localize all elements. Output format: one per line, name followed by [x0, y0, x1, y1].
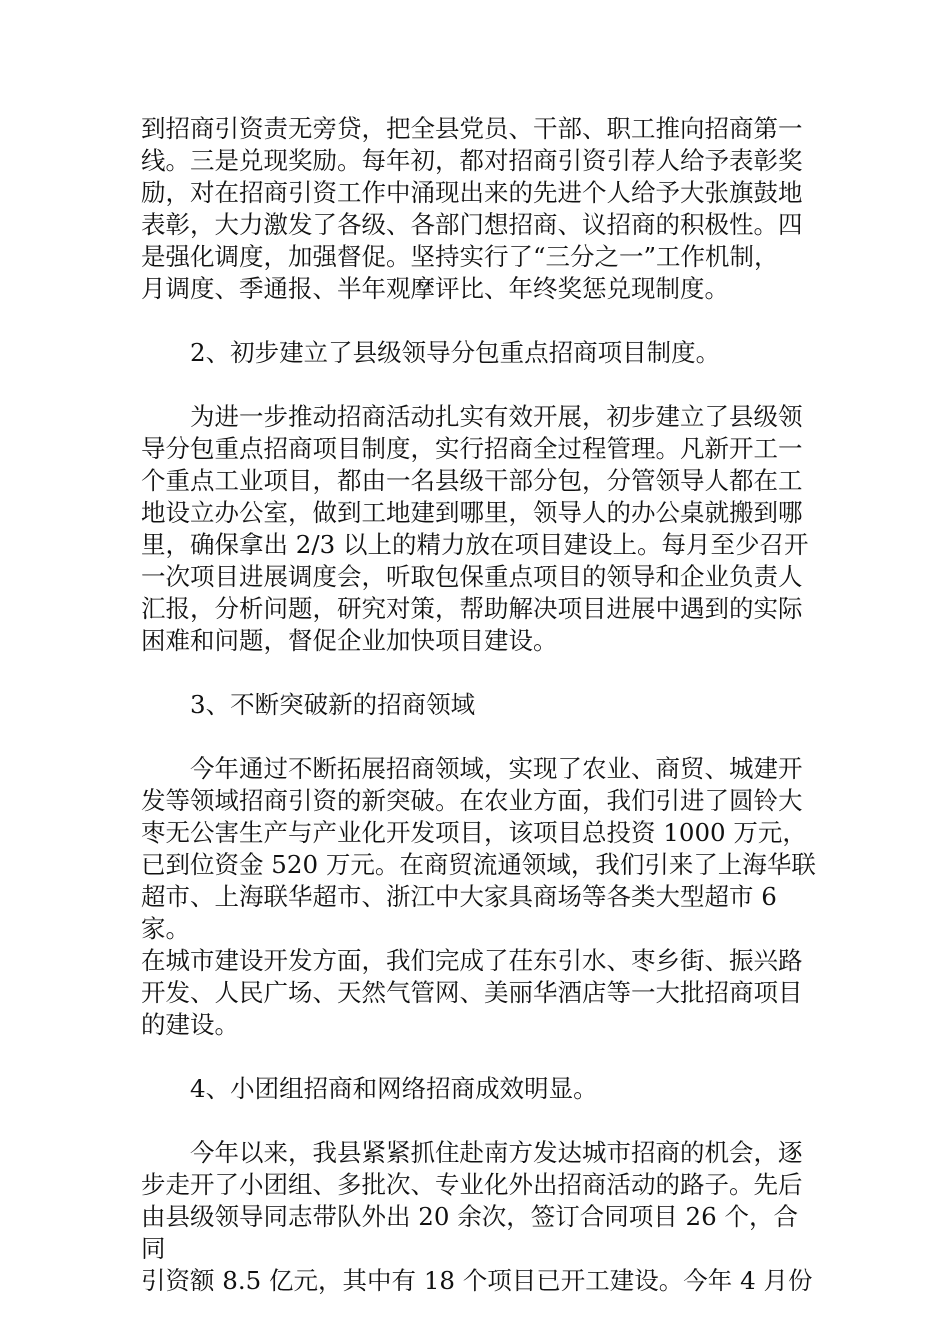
document-page [141, 113, 821, 1329]
section-heading-2: 2、初步建立了县级领导分包重点招商项目制度。 [190, 338, 721, 367]
paragraph-leader-contract: 为进一步推动招商活动扎实有效开展，初步建立了县级领 导分包重点招商项目制度，实行招商全过程管理。凡新开工一 个重点工业项目，都由一名县级干部分包，分管领导人都在工 地设立办公室，做到工地建到哪里，领导人的办公桌就搬到哪 里，确保拿出 2/3 以上的精力放在项目建设上。每月至少召开 一次项目进展调度会，听取包保重点项目的领导和企业负责人 汇报，分析问题，研究对策，帮助解决项目进展中遇到的实际 困难和问题，督促企业加快项目建设。 [141, 402, 809, 655]
paragraph-new-fields: 今年通过不断拓展招商领域，实现了农业、商贸、城建开 发等领域招商引资的新突破。在农业方面，我们引进了圆铃大 枣无公害生产与产业化开发项目，该项目总投资 1000 万元， 已到位资金 520 万元。在商贸流通领域，我们引来了上海华联 超市、上海联华超市、浙江中大家具商场等各类大型超市 6 家。 在城市建设开发方面，我们完成了茌东引水、枣乡街、振兴路 开发、人民广场、天然气管网、美丽华酒店等一大批招商项目 的建设。 [141, 754, 816, 1039]
section-heading-4: 4、小团组招商和网络招商成效明显。 [190, 1074, 598, 1103]
paragraph-small-groups: 今年以来，我县紧紧抓住赴南方发达城市招商的机会，逐 步走开了小团组、多批次、专业化外出招商活动的路子。先后 由县级领导同志带队外出 20 余次，签订合同项目 26 个，合同 引资额 8.5 亿元，其中有 18 个项目已开工建设。今年 4 月份 [141, 1138, 813, 1295]
section-heading-3: 3、不断突破新的招商领域 [190, 690, 476, 719]
paragraph-incentives: 到招商引资责无旁贷，把全县党员、干部、职工推向招商第一 线。三是兑现奖励。每年初，都对招商引资引荐人给予表彰奖 励，对在招商引资工作中涌现出来的先进个人给予大张旗鼓地 表彰，大力激发了各级、各部门想招商、议招商的积极性。四 是强化调度，加强督促。坚持实行了“三分之一”工作机制， 月调度、季通报、半年观摩评比、年终奖惩兑现制度。 [141, 114, 803, 303]
